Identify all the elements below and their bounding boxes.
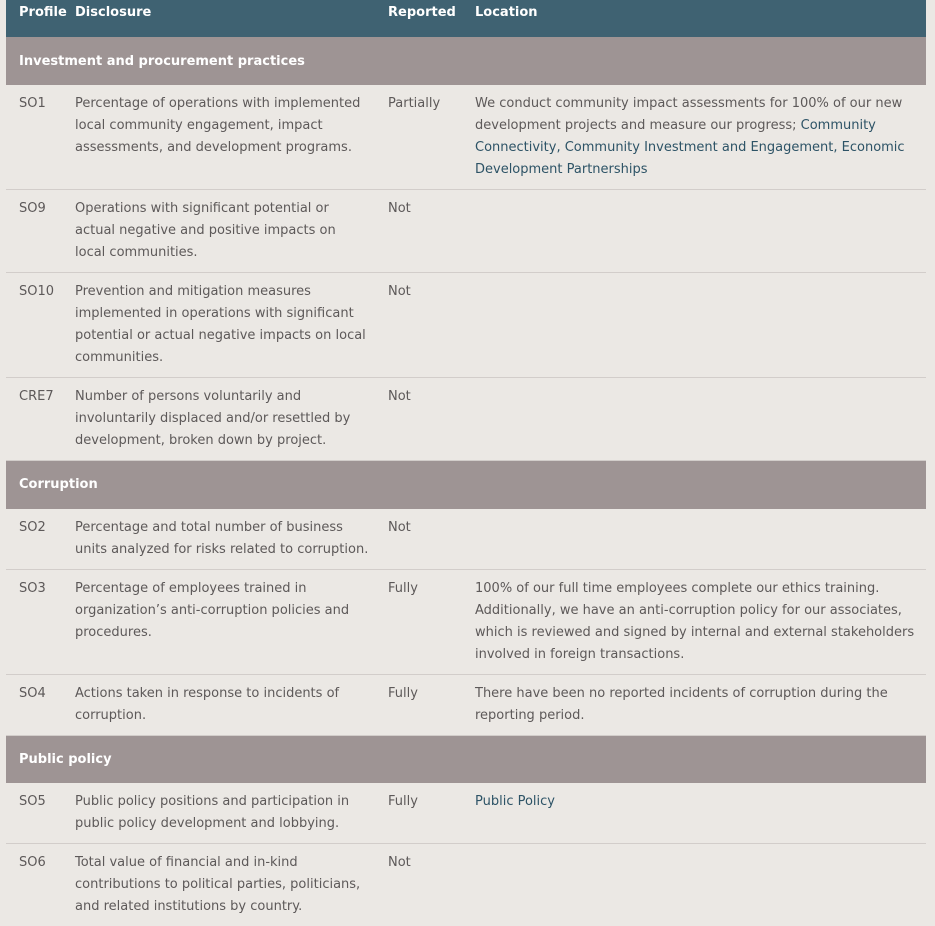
disclosure-text: Prevention and mitigation measures implemented in operations with significant potential or actual negative impacts on local communities. [75, 273, 388, 378]
location-cell [475, 509, 926, 570]
reported-status: Partially [388, 85, 475, 190]
section-row [6, 735, 926, 783]
location-cell [475, 85, 926, 190]
location-text: There have been no reported incidents of corruption during the reporting period. [475, 686, 888, 723]
reported-status: Not [388, 378, 475, 461]
table-row [6, 844, 926, 926]
header-location: Location [475, 0, 926, 37]
location-cell [475, 273, 926, 378]
location-cell [475, 674, 926, 735]
table-body [6, 37, 926, 926]
profile-code: SO1 [6, 85, 75, 190]
profile-code: SO3 [6, 569, 75, 674]
table-row [6, 674, 926, 735]
disclosure-text: Actions taken in response to incidents of corruption. [75, 674, 388, 735]
reported-status: Fully [388, 783, 475, 844]
section-title: Corruption [6, 461, 926, 509]
header-reported: Reported [388, 0, 475, 37]
disclosure-table [6, 0, 926, 926]
section-title: Investment and procurement practices [6, 37, 926, 85]
profile-code: SO9 [6, 190, 75, 273]
table-row [6, 378, 926, 461]
profile-code: SO6 [6, 844, 75, 926]
reported-status: Not [388, 273, 475, 378]
disclosure-text: Operations with significant potential or actual negative and positive impacts on local communities. [75, 190, 388, 273]
disclosure-table-container [6, 0, 926, 926]
reported-status: Fully [388, 674, 475, 735]
section-row [6, 37, 926, 85]
location-cell [475, 190, 926, 273]
profile-code: SO5 [6, 783, 75, 844]
table-row [6, 783, 926, 844]
disclosure-text: Total value of financial and in-kind contributions to political parties, politicians, and related institutions by country. [75, 844, 388, 926]
table-row [6, 190, 926, 273]
disclosure-text: Number of persons voluntarily and involuntarily displaced and/or resettled by development, broken down by project. [75, 378, 388, 461]
location-cell [475, 378, 926, 461]
location-cell [475, 783, 926, 844]
disclosure-text: Public policy positions and participation in public policy development and lobbying. [75, 783, 388, 844]
table-row [6, 85, 926, 190]
section-title: Public policy [6, 735, 926, 783]
location-cell [475, 844, 926, 926]
location-link[interactable]: Community Connectivity, Community Investment and Engagement, Economic Development Partnerships [475, 118, 905, 177]
reported-status: Not [388, 509, 475, 570]
table-row [6, 569, 926, 674]
location-text: We conduct community impact assessments for 100% of our new development projects and measure our progress; [475, 96, 902, 133]
header-disclosure: Disclosure [75, 0, 388, 37]
reported-status: Not [388, 190, 475, 273]
location-link[interactable]: Public Policy [475, 794, 555, 809]
disclosure-text: Percentage and total number of business units analyzed for risks related to corruption. [75, 509, 388, 570]
disclosure-text: Percentage of employees trained in organization’s anti-corruption policies and procedures. [75, 569, 388, 674]
profile-code: SO10 [6, 273, 75, 378]
profile-code: CRE7 [6, 378, 75, 461]
reported-status: Fully [388, 569, 475, 674]
table-row [6, 273, 926, 378]
profile-code: SO4 [6, 674, 75, 735]
reported-status: Not [388, 844, 475, 926]
table-row [6, 509, 926, 570]
location-text: 100% of our full time employees complete our ethics training. Additionally, we have an anti-corruption policy for our associates, which is reviewed and signed by internal and external stakeholders involved in foreign transactions. [475, 581, 914, 662]
header-profile: Profile [6, 0, 75, 37]
section-row [6, 461, 926, 509]
disclosure-text: Percentage of operations with implemented local community engagement, impact assessments, and development programs. [75, 85, 388, 190]
location-cell [475, 569, 926, 674]
table-header [6, 0, 926, 37]
profile-code: SO2 [6, 509, 75, 570]
